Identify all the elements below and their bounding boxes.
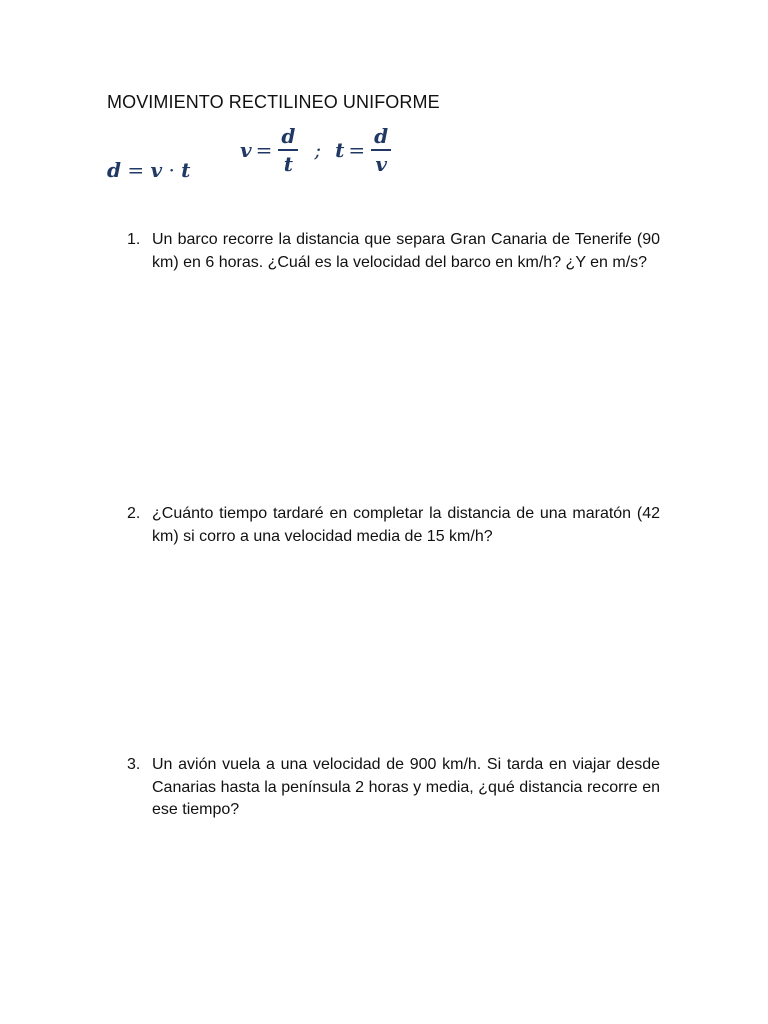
question-number: 2. [127, 505, 141, 522]
question-1 [127, 229, 660, 274]
fraction-bar [371, 149, 391, 151]
question-text: Un barco recorre la distancia que separa Gran Canaria de Tenerife (90 km) en 6 horas. ¿Cuál es la velocidad del barco en km/h? ¿Y en m/s? [152, 231, 660, 271]
formula-time-denominator: v [375, 152, 387, 176]
formula-velocity-denominator: t [283, 152, 294, 176]
question-3 [127, 754, 660, 822]
page-title: MOVIMIENTO RECTILINEO UNIFORME [107, 92, 440, 112]
formula-time-fraction [371, 124, 391, 176]
formula-separator: ; [314, 138, 322, 162]
question-2 [127, 503, 660, 548]
formula-velocity-time [240, 124, 393, 176]
formula-velocity-fraction [278, 124, 298, 176]
formula-distance-dot: · [168, 158, 175, 182]
question-text: ¿Cuánto tiempo tardaré en completar la distancia de una maratón (42 km) si corro a una velocidad media de 15 km/h? [152, 505, 660, 545]
formula-distance-a: v [150, 158, 163, 182]
formula-velocity-numerator: d [281, 124, 296, 148]
formula-velocity-lhs: v [240, 138, 252, 162]
formula-time-lhs: t [335, 138, 345, 162]
question-text: Un avión vuela a una velocidad de 900 km/h. Si tarda en viajar desde Canarias hasta la península 2 horas y media, ¿qué distancia recorre en ese tiempo? [152, 756, 660, 818]
question-number: 3. [127, 756, 141, 773]
question-number: 1. [127, 231, 141, 248]
formula-time-numerator: d [374, 124, 389, 148]
formula-time-eq: = [348, 138, 366, 162]
formula-distance [107, 158, 190, 182]
formula-distance-b: t [181, 158, 191, 182]
formula-distance-lhs: d [107, 158, 121, 182]
formula-velocity-eq: = [255, 138, 273, 162]
formula-distance-eq: = [127, 158, 145, 182]
fraction-bar [278, 149, 298, 151]
